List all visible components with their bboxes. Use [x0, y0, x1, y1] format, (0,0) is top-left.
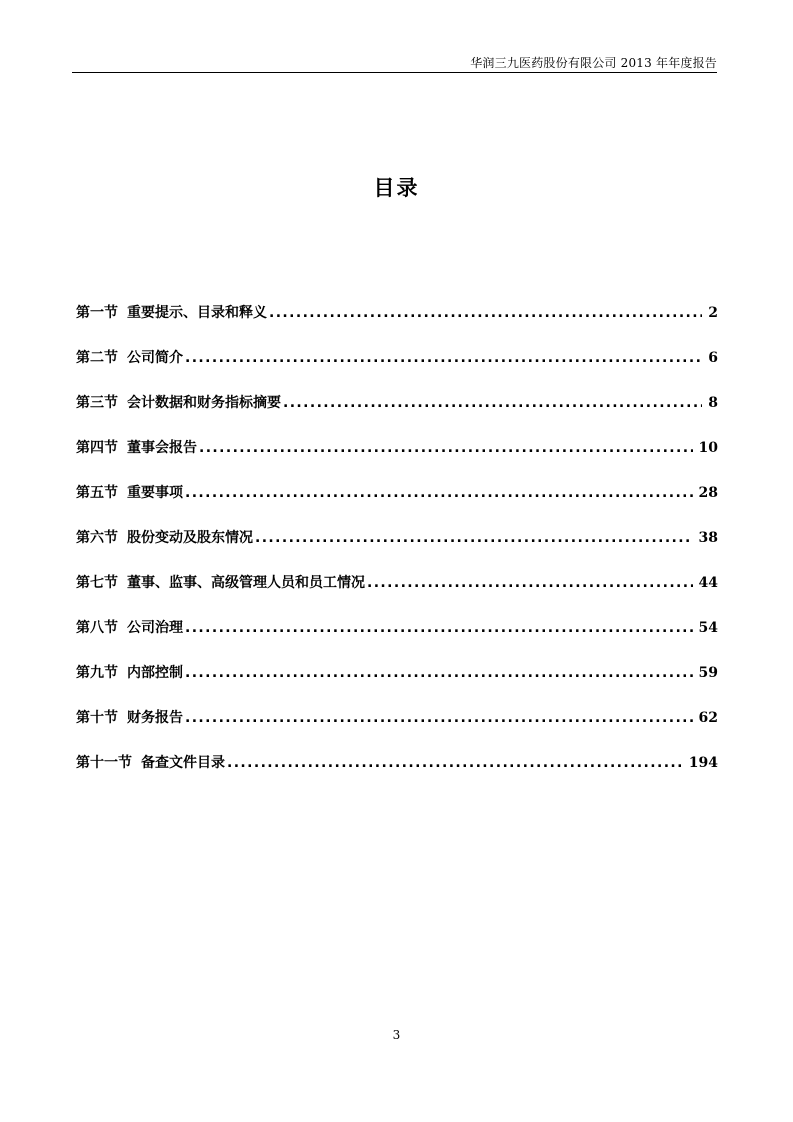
toc-page-number: 44 [698, 575, 718, 591]
toc-section-number: 第七节 [76, 575, 118, 591]
toc-section-title: 重要提示、目录和释义 [127, 305, 267, 321]
toc-leader-dots [185, 665, 693, 681]
toc-section-number: 第一节 [76, 305, 118, 321]
toc-page-number: 10 [698, 440, 718, 456]
toc-section-title: 备查文件目录 [141, 755, 225, 771]
toc-leader-dots [185, 710, 693, 726]
toc-page-number: 62 [698, 710, 718, 726]
page-number-footer: 3 [392, 1028, 401, 1042]
toc-leader-dots [199, 440, 693, 456]
toc-page-number: 6 [708, 350, 718, 366]
toc-entry[interactable] [76, 392, 718, 437]
toc-section-number: 第二节 [76, 350, 118, 366]
table-of-contents [76, 302, 718, 797]
toc-page-number: 194 [688, 755, 718, 771]
toc-section-number: 第八节 [76, 620, 118, 636]
header-title: 华润三九医药股份有限公司 2013 年年度报告 [470, 56, 717, 70]
toc-section-title: 董事会报告 [127, 440, 197, 456]
toc-leader-dots [227, 755, 683, 771]
toc-section-title: 会计数据和财务指标摘要 [127, 395, 281, 411]
toc-section-title: 内部控制 [127, 665, 183, 681]
toc-section-title: 公司治理 [127, 620, 183, 636]
toc-entry[interactable] [76, 347, 718, 392]
toc-section-number: 第四节 [76, 440, 118, 456]
toc-page-number: 59 [698, 665, 718, 681]
page-header [72, 50, 717, 73]
toc-section-title: 股份变动及股东情况 [127, 530, 253, 546]
toc-entry[interactable] [76, 482, 718, 527]
toc-section-title: 公司简介 [127, 350, 183, 366]
toc-page-number: 54 [698, 620, 718, 636]
page-title: 目录 [373, 176, 420, 200]
toc-section-number: 第九节 [76, 665, 118, 681]
toc-leader-dots [269, 305, 702, 321]
toc-entry[interactable] [76, 302, 718, 347]
toc-entry[interactable] [76, 662, 718, 707]
toc-section-number: 第十一节 [76, 755, 132, 771]
toc-section-number: 第六节 [76, 530, 118, 546]
toc-entry[interactable] [76, 572, 718, 617]
toc-section-title: 财务报告 [127, 710, 183, 726]
toc-entry[interactable] [76, 707, 718, 752]
toc-entry[interactable] [76, 527, 718, 572]
toc-page-number: 28 [698, 485, 718, 501]
toc-entry[interactable] [76, 437, 718, 482]
toc-leader-dots [185, 620, 693, 636]
toc-section-number: 第十节 [76, 710, 118, 726]
toc-leader-dots [255, 530, 693, 546]
toc-section-title: 董事、监事、高级管理人员和员工情况 [127, 575, 365, 591]
toc-section-title: 重要事项 [127, 485, 183, 501]
toc-page-number: 8 [708, 395, 718, 411]
toc-leader-dots [185, 350, 702, 366]
toc-leader-dots [185, 485, 693, 501]
toc-section-number: 第三节 [76, 395, 118, 411]
toc-leader-dots [283, 395, 702, 411]
toc-section-number: 第五节 [76, 485, 118, 501]
toc-entry[interactable] [76, 752, 718, 797]
toc-page-number: 2 [708, 305, 718, 321]
toc-entry[interactable] [76, 617, 718, 662]
toc-leader-dots [367, 575, 693, 591]
toc-page-number: 38 [698, 530, 718, 546]
